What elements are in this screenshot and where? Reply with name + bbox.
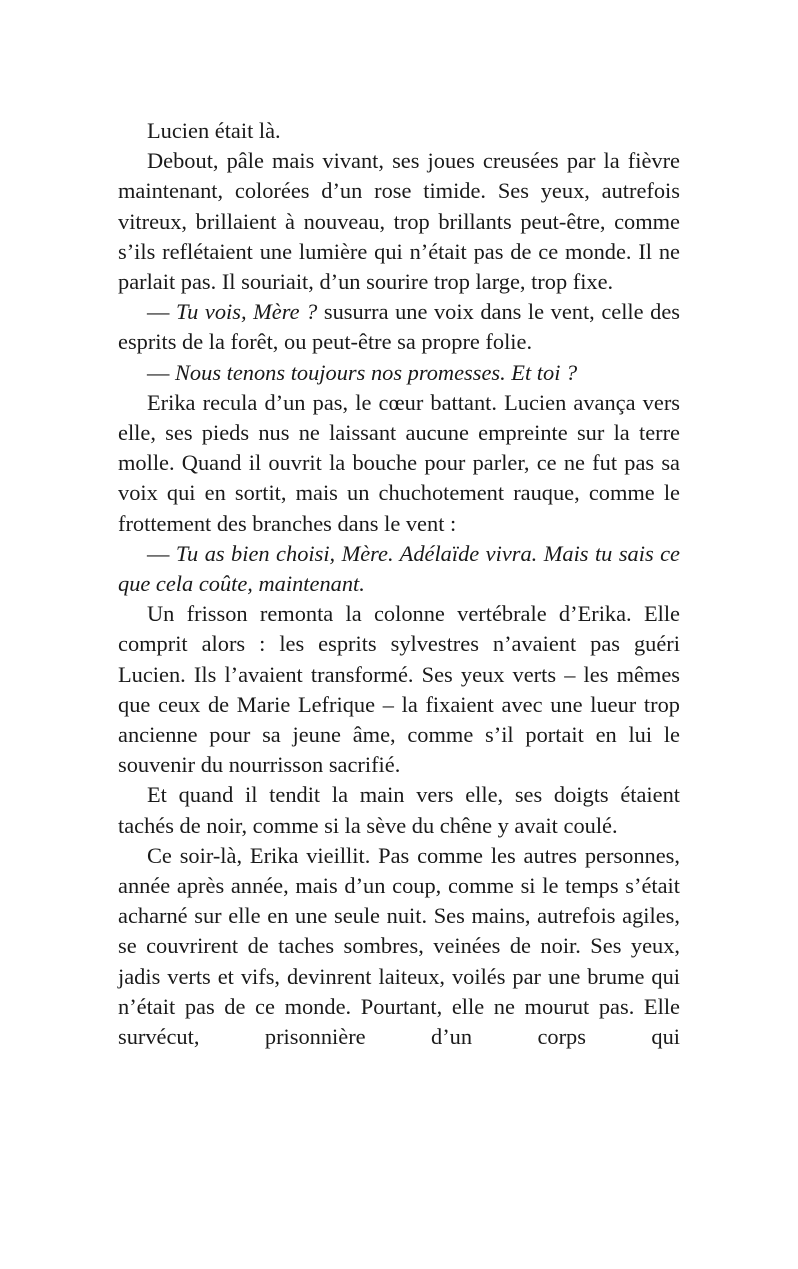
text-run: Debout, pâle mais vivant, ses joues creusées par la fièvre maintenant, colorées d’un rose timide. Ses yeux, autrefois vitreux, brillaient à nouveau, trop brillants peut-être, comme s’ils reflétaient une lumière qui n’était pas de ce monde. Il ne parlait pas. Il souriait, d’un sourire trop large, trop fixe. bbox=[118, 148, 680, 295]
paragraph bbox=[118, 358, 680, 388]
text-run: — bbox=[147, 359, 175, 385]
text-run: — bbox=[147, 299, 176, 325]
paragraph bbox=[118, 539, 680, 599]
italic-dialogue: Nous tenons toujours nos promesses. Et toi ? bbox=[175, 359, 578, 385]
paragraph bbox=[118, 599, 680, 780]
text-run: Ce soir-là, Erika vieillit. Pas comme les autres personnes, année après année, mais d’un coup, comme si le temps s’était acharné sur elle en une seule nuit. Ses mains, autrefois agiles, se couvrirent de taches sombres, veinées de noir. Ses yeux, jadis verts et vifs, devinrent laiteux, voilés par une brume qui n’était pas de ce monde. Pourtant, elle ne mourut pas. Elle survécut, prisonnière d’un corps qui bbox=[118, 842, 680, 1050]
text-run: Et quand il tendit la main vers elle, ses doigts étaient tachés de noir, comme si la sève du chêne y avait coulé. bbox=[118, 782, 680, 838]
text-run: Erika recula d’un pas, le cœur battant. Lucien avança vers elle, ses pieds nus ne laissant aucune empreinte sur la terre molle. Quand il ouvrit la bouche pour parler, ce ne fut pas sa voix qui en sortit, mais un chuchotement rauque, comme le frottement des branches dans le vent : bbox=[118, 389, 680, 536]
paragraph bbox=[118, 388, 680, 539]
text-run: Lucien était là. bbox=[147, 118, 281, 143]
paragraph bbox=[118, 116, 680, 146]
paragraph bbox=[118, 146, 680, 297]
italic-dialogue: Tu vois, Mère ? bbox=[175, 299, 318, 325]
paragraph bbox=[118, 780, 680, 840]
text-run: — bbox=[147, 540, 176, 566]
book-page-text bbox=[118, 116, 680, 1052]
text-run: Un frisson remonta la colonne vertébrale d’Erika. Elle comprit alors : les esprits sylvestres n’avaient pas guéri Lucien. Ils l’avaient transformé. Ses yeux verts – les mêmes que ceux de Marie Lefrique – la fixaient avec une lueur trop ancienne pour sa jeune âme, comme s’il portait en lui le souvenir du nourrisson sacrifié. bbox=[118, 601, 680, 778]
paragraph bbox=[118, 841, 680, 1052]
paragraph bbox=[118, 297, 680, 357]
italic-dialogue: Tu as bien choisi, Mère. Adélaïde vivra. Mais tu sais ce que cela coûte, maintenant. bbox=[118, 540, 680, 597]
text-run: susurra une voix dans le vent, celle des esprits de la forêt, ou peut-être sa propre folie. bbox=[118, 299, 680, 355]
